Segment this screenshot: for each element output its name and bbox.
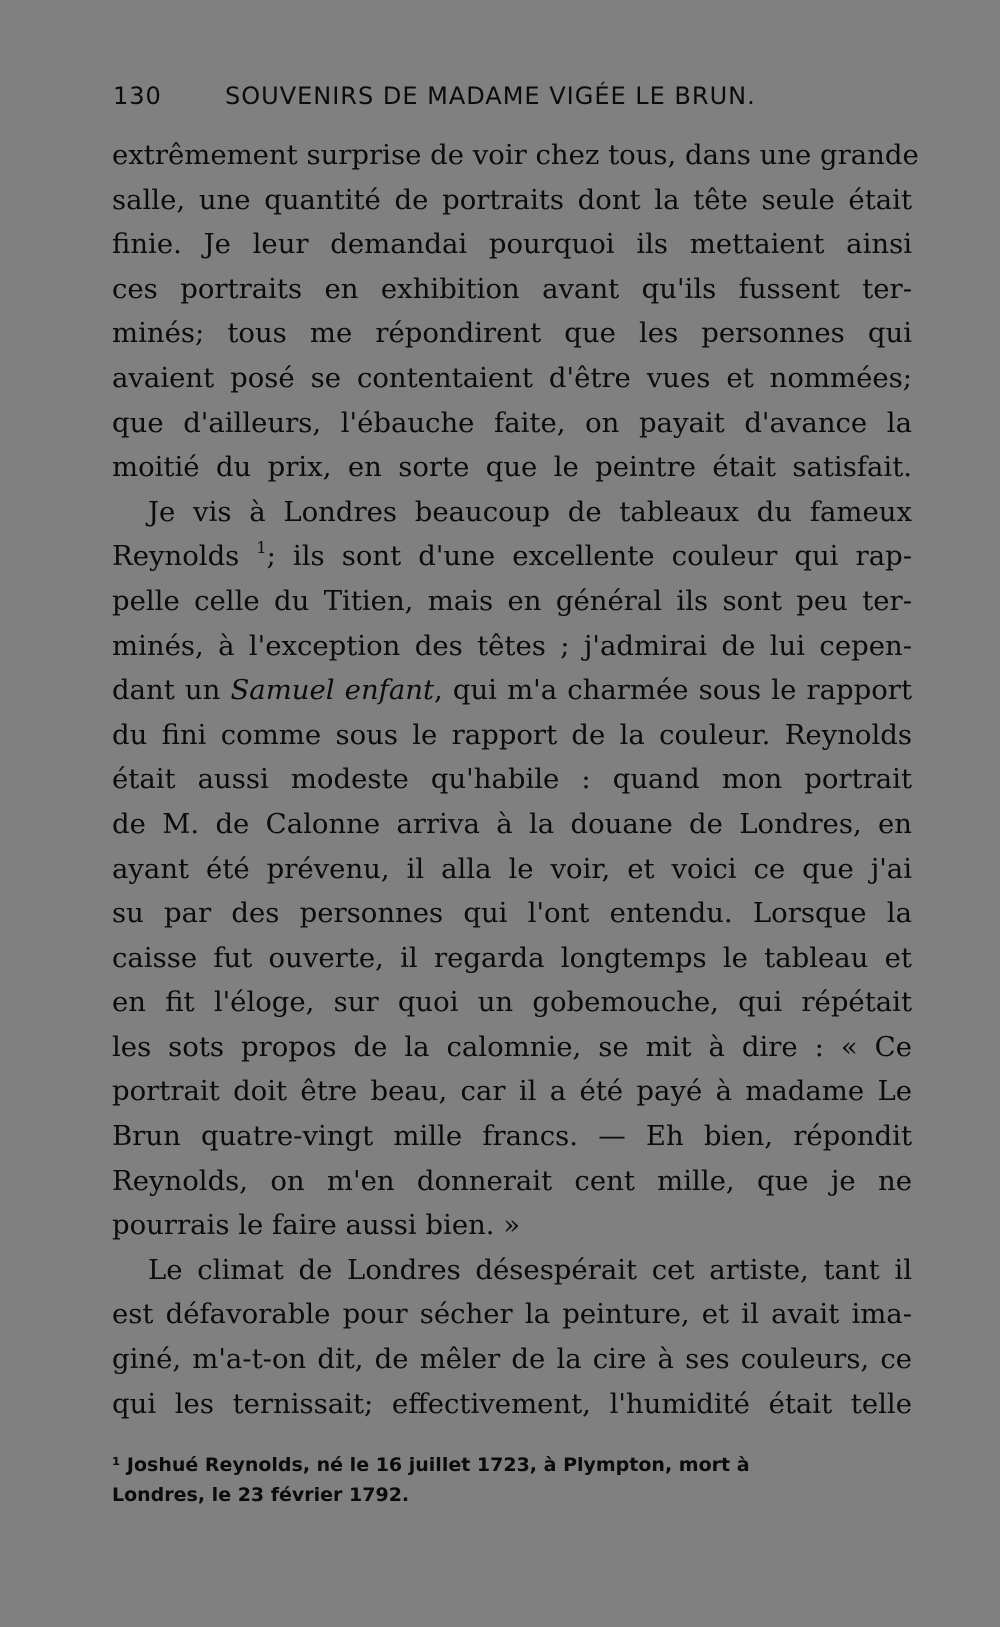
text-line: minés, à l'exception des têtes ; j'admirai de lui cepen- bbox=[112, 629, 912, 662]
text-line: est défavorable pour sécher la peinture, et il avait ima- bbox=[112, 1298, 912, 1331]
text-line: extrêmement surprise de voir chez tous, dans une grande bbox=[112, 139, 919, 171]
running-head-title: SOUVENIRS DE MADAME VIGÉE LE BRUN. bbox=[225, 82, 756, 110]
text-line: de M. de Calonne arriva à la douane de Londres, en bbox=[112, 807, 912, 840]
text-line: moitié du prix, en sorte que le peintre était satisfait. bbox=[112, 451, 912, 484]
text-line: les sots propos de la calomnie, se mit à dire : « Ce bbox=[112, 1030, 912, 1063]
text-line: Le climat de Londres désespérait cet artiste, tant il bbox=[148, 1253, 912, 1286]
text-line: Reynolds $^1$; ils sont d'une excellente couleur qui rap- bbox=[112, 538, 912, 573]
text-line: salle, une quantité de portraits dont la tête seule était bbox=[112, 183, 912, 216]
text-line: Brun quatre-vingt mille francs. — Eh bien, répondit bbox=[112, 1120, 912, 1153]
artwork-title: Samuel enfant bbox=[230, 674, 434, 707]
text-line: finie. Je leur demandai pourquoi ils mettaient ainsi bbox=[112, 228, 912, 261]
text-line: minés; tous me répondirent que les personnes qui bbox=[112, 317, 912, 350]
text-line: ayant été prévenu, il alla le voir, et voici ce que j'ai bbox=[112, 852, 912, 885]
text-line: giné, m'a-t-on dit, de mêler de la cire à ses couleurs, ce bbox=[112, 1343, 912, 1376]
body-text bbox=[112, 133, 919, 1426]
text-line: pelle celle du Titien, mais en général ils sont peu ter- bbox=[112, 584, 912, 617]
footnotes bbox=[112, 1450, 912, 1510]
footnote-line: Londres, le 23 février 1792. bbox=[112, 1484, 410, 1506]
text-line: qui les ternissait; effectivement, l'humidité était telle bbox=[112, 1387, 912, 1420]
text-line: su par des personnes qui l'ont entendu. Lorsque la bbox=[112, 897, 912, 930]
text-line: portrait doit être beau, car il a été payé à madame Le bbox=[112, 1075, 912, 1108]
page-number: 130 bbox=[113, 82, 162, 110]
running-head bbox=[113, 82, 905, 114]
text-line: était aussi modeste qu'habile : quand mon portrait bbox=[112, 763, 912, 796]
footnote-marker: 1 bbox=[256, 538, 267, 558]
text-line: avaient posé se contentaient d'être vues et nommées; bbox=[112, 361, 912, 394]
text-line: dant un Samuel enfant, qui m'a charmée sous le rapport bbox=[112, 674, 912, 707]
text-line: caisse fut ouverte, il regarda longtemps le tableau et bbox=[112, 941, 912, 974]
text-line: que d'ailleurs, l'ébauche faite, on payait d'avance la bbox=[112, 406, 912, 439]
text-line: du fini comme sous le rapport de la couleur. Reynolds bbox=[112, 718, 912, 751]
text-line: Reynolds, on m'en donnerait cent mille, que je ne bbox=[112, 1164, 912, 1197]
footnote-line: ¹ Joshué Reynolds, né le 16 juillet 1723, à Plympton, mort à bbox=[112, 1454, 750, 1476]
text-line: en fit l'éloge, sur quoi un gobemouche, qui répétait bbox=[112, 986, 912, 1019]
text-line: ces portraits en exhibition avant qu'ils fussent ter- bbox=[112, 272, 912, 305]
text-line: pourrais le faire aussi bien. » bbox=[112, 1209, 521, 1242]
text-line: Je vis à Londres beaucoup de tableaux du fameux bbox=[148, 495, 912, 528]
